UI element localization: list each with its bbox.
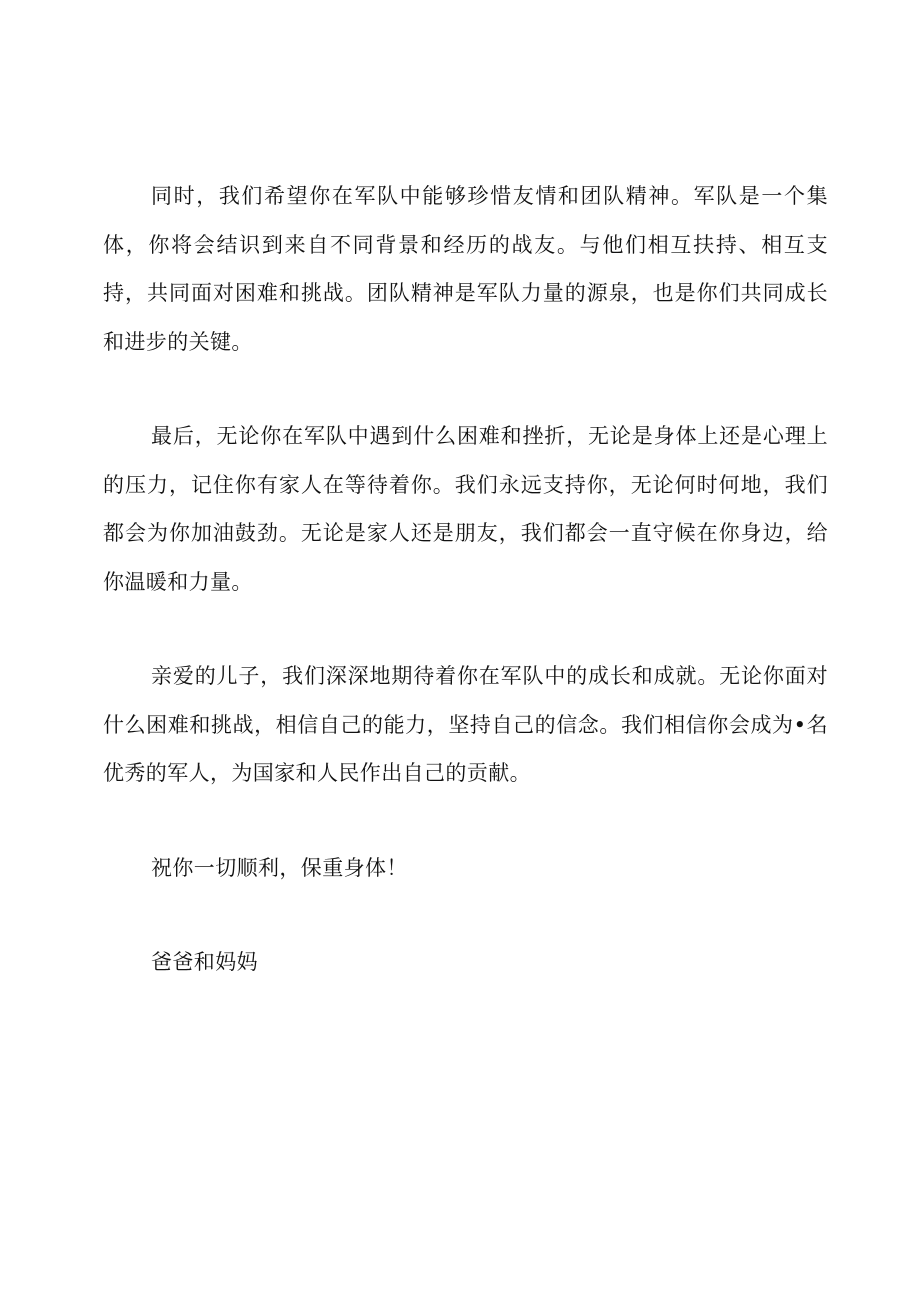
letter-body [103, 172, 828, 987]
closing-wish: 祝你一切顺利，保重身体！ [151, 855, 408, 880]
signature: 爸爸和妈妈 [151, 950, 258, 974]
paragraph-friendship: 同时，我们希望你在军队中能够珍惜友情和团队精神。军队是一个集体，你将会结识到来自不同背景和经历的战友。与他们相互扶持、相互支持，共同面对困难和挑战。团队精神是军队力量的源泉，也是你们共同成长和进步的关键。 [103, 184, 828, 354]
paragraph-support: 最后，无论你在军队中遇到什么困难和挫折，无论是身体上还是心理上的压力，记住你有家人在等待着你。我们永远支持你，无论何时何地，我们都会为你加油鼓劲。无论是家人还是朋友，我们都会一直守候在你身边，给你温暖和力量。 [103, 424, 828, 594]
paragraph-expectation: 亲爱的儿子，我们深深地期待着你在军队中的成长和成就。无论你面对什么困难和挑战，相信自己的能力，坚持自己的信念。我们相信你会成为•名优秀的军人，为国家和人民作出自己的贡献。 [103, 664, 828, 785]
